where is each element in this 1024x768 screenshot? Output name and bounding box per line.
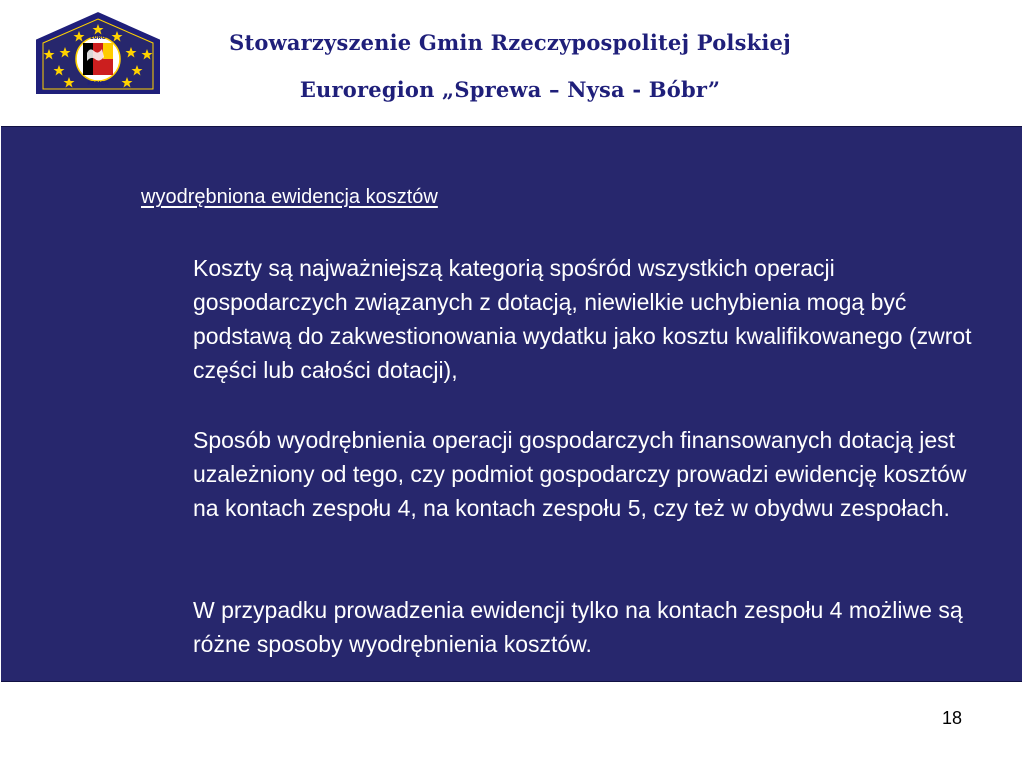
- paragraph-costs-importance: Koszty są najważniejszą kategorią spośród wszystkich operacji gospodarczych związanych z dotacją, niewielkie uchybienia mogą być podstawą do zakwestionowania wydatku jako kosztu kwalifikowanego (zwrot części lub całości dotacji),: [193, 255, 972, 383]
- logo-text-top: EURO: [90, 35, 106, 41]
- logo-text-bottom: REGION: [87, 81, 109, 87]
- section-subheading: wyodrębniona ewidencja kosztów: [141, 186, 438, 208]
- content-panel: [1, 126, 1022, 682]
- slide-header: [0, 0, 1024, 126]
- organization-title: Stowarzyszenie Gmin Rzeczypospolitej Polskiej: [229, 30, 791, 55]
- euroregion-logo-icon: [33, 9, 163, 97]
- page-number: 18: [941, 708, 962, 728]
- paragraph-account-group-4: W przypadku prowadzenia ewidencji tylko na kontach zespołu 4 możliwe są różne sposoby wyodrębnienia kosztów.: [193, 597, 963, 657]
- paragraph-separation-method: Sposób wyodrębnienia operacji gospodarczych finansowanych dotacją jest uzależniony od tego, czy podmiot gospodarczy prowadzi ewidencję kosztów na kontach zespołu 4, na kontach zespołu 5, czy też w obydwu zespołach.: [193, 427, 967, 521]
- euroregion-title: Euroregion „Sprewa – Nysa - Bóbr”: [299, 77, 721, 102]
